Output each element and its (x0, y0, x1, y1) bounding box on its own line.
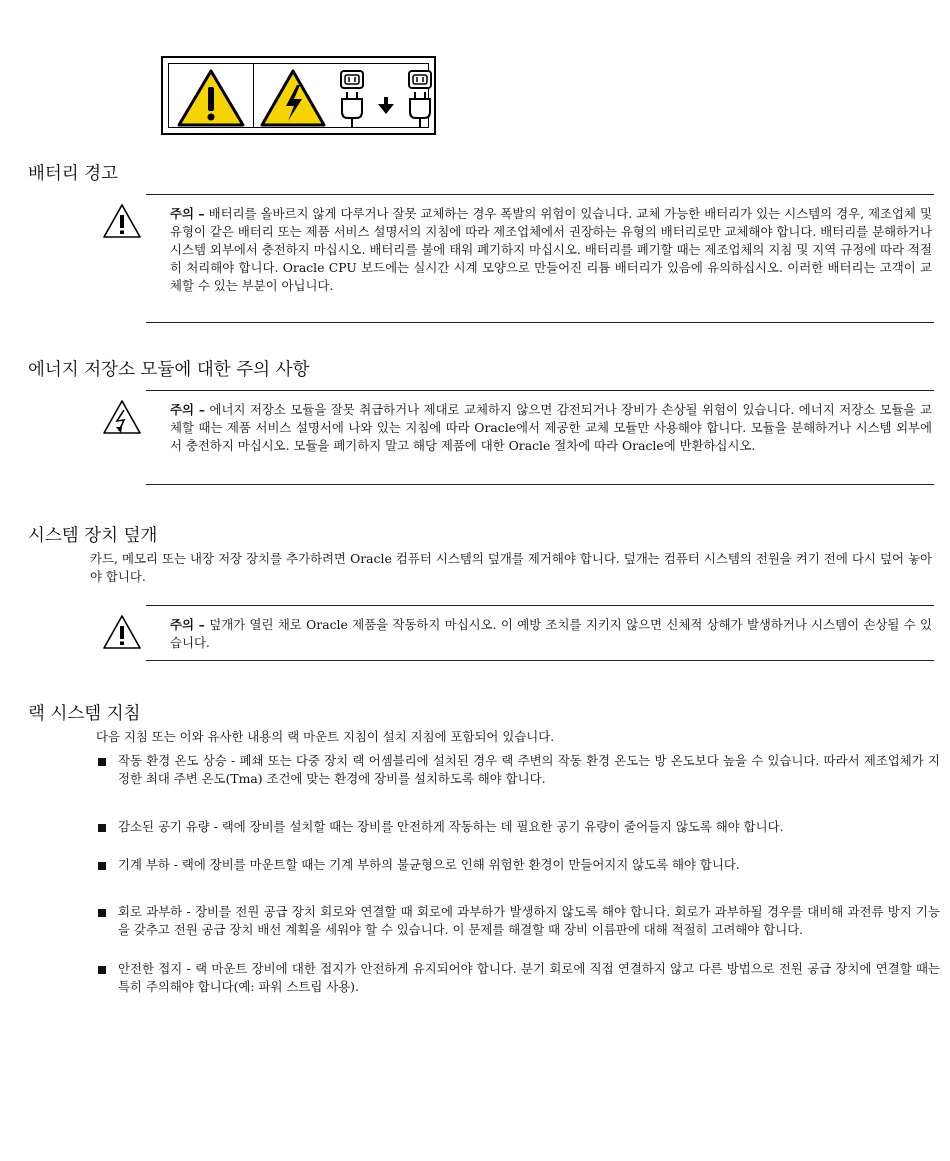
caution-label: 주의 – (170, 402, 206, 417)
bullet-icon (98, 966, 106, 974)
energy-bottom-rule (146, 484, 934, 485)
rack-bullet-text: 기계 부하 - 랙에 장비를 마운트할 때는 기계 부하의 불균형으로 인해 위험한 환경이 만들어지지 않도록 해야 합니다. (118, 857, 740, 872)
bullet-icon (98, 824, 106, 832)
battery-heading: 배터리 경고 (28, 164, 119, 184)
bullet-icon (98, 758, 106, 766)
electric-shock-icon (102, 399, 142, 435)
list-item (98, 960, 940, 996)
cover-top-rule (146, 605, 934, 606)
rack-intro: 다음 지침 또는 이와 유사한 내용의 랙 마운트 지침이 설치 지침에 포함되어 있습니다. (96, 729, 555, 744)
rack-bullet-text: 작동 환경 온도 상승 - 폐쇄 또는 다중 장치 랙 어셈블리에 설치된 경우 랙 주변의 작동 환경 온도는 방 온도보다 높을 수 있습니다. 따라서 제조업체가 지정한 최대 주변 온도(Tma) 조건에 맞는 환경에 장비를 설치하도록 해야 합니다. (118, 753, 940, 786)
unplug-power-cords-icon (334, 65, 438, 131)
energy-heading: 에너지 저장소 모듈에 대한 주의 사항 (28, 360, 310, 380)
battery-top-rule (146, 194, 934, 195)
battery-bottom-rule (146, 322, 934, 323)
bullet-icon (98, 909, 106, 917)
warning-triangle-icon (171, 65, 251, 131)
caution-label: 주의 – (170, 617, 205, 632)
rack-bullet-text: 회로 과부하 - 장비를 전원 공급 장치 회로와 연결할 때 회로에 과부하가 발생하지 않도록 해야 합니다. 회로가 과부하될 경우를 대비해 과전류 방지 기능을 갖추고 전원 공급 장치 배선 계획을 세워야 할 수 있습니다. 이 문제를 해결할 때 장비 이름판에 대해 적절히 고려해야 합니다. (118, 904, 940, 937)
energy-top-rule (146, 390, 934, 391)
rack-heading: 랙 시스템 지침 (28, 704, 141, 724)
caution-exclamation-icon (102, 614, 142, 650)
caution-exclamation-icon (102, 203, 142, 239)
bullet-icon (98, 862, 106, 870)
battery-caution-text (170, 205, 932, 295)
cover-intro: 카드, 메모리 또는 내장 저장 장치를 추가하려면 Oracle 컴퓨터 시스템의 덮개를 제거해야 합니다. 덮개는 컴퓨터 시스템의 전원을 켜기 전에 다시 덮어 놓아야 합니다. (90, 551, 932, 584)
warning-label (161, 56, 436, 135)
energy-caution-text (170, 401, 932, 455)
rack-bullet-text: 감소된 공기 유량 - 랙에 장비를 설치할 때는 장비를 안전하게 작동하는 데 필요한 공기 유량이 줄어들지 않도록 해야 합니다. (118, 819, 784, 834)
list-item (98, 752, 940, 788)
battery-caution-body: 배터리를 올바르지 않게 다루거나 잘못 교체하는 경우 폭발의 위험이 있습니다. 교체 가능한 배터리가 있는 시스템의 경우, 제조업체 및 유형이 같은 배터리 또는 제품 서비스 설명서의 지침에 따라 제조업체에서 권장하는 유형의 배터리로만 교체해야 합니다. 배터리를 분해하거나 시스템 외부에서 충전하지 마십시오. 배터리를 불에 태워 폐기하지 마십시오. 배터리를 폐기할 때는 제조업체의 지침 및 지역 규정에 따라 적절히 처리해야 합니다. Oracle CPU 보드에는 실시간 시계 모양으로 만들어진 리튬 배터리가 있음에 유의하십시오. 이러한 배터리는 고객이 교체할 수 있는 부분이 아닙니다. (170, 206, 932, 293)
list-item (98, 903, 940, 939)
energy-caution-body: 에너지 저장소 모듈을 잘못 취급하거나 제대로 교체하지 않으면 감전되거나 장비가 손상될 위험이 있습니다. 에너지 저장소 모듈을 교체할 때는 제품 서비스 설명서에 나와 있는 지침에 따라 Oracle에서 제공한 교체 모듈만 사용해야 합니다. 모듈을 분해하거나 시스템 외부에서 충전하지 마십시오. 모듈을 폐기하지 말고 해당 제품에 대한 Oracle 절차에 따라 Oracle에 반환하십시오. (170, 402, 932, 453)
list-item (98, 818, 940, 836)
list-item (98, 856, 940, 874)
cover-bottom-rule (146, 660, 934, 661)
rack-bullet-text: 안전한 접지 - 랙 마운트 장비에 대한 접지가 안전하게 유지되어야 합니다. 분기 회로에 직접 연결하지 않고 다른 방법으로 전원 공급 장치에 연결할 때는 특히 주의해야 합니다(예: 파워 스트립 사용). (118, 961, 940, 994)
cover-caution-body: 덮개가 열린 채로 Oracle 제품을 작동하지 마십시오. 이 예방 조치를 지키지 않으면 신체적 상해가 발생하거나 시스템이 손상될 수 있습니다. (170, 617, 932, 650)
high-voltage-icon (258, 65, 328, 131)
cover-heading: 시스템 장치 덮개 (28, 526, 158, 546)
caution-label: 주의 – (170, 206, 205, 221)
cover-caution-text (170, 616, 932, 652)
